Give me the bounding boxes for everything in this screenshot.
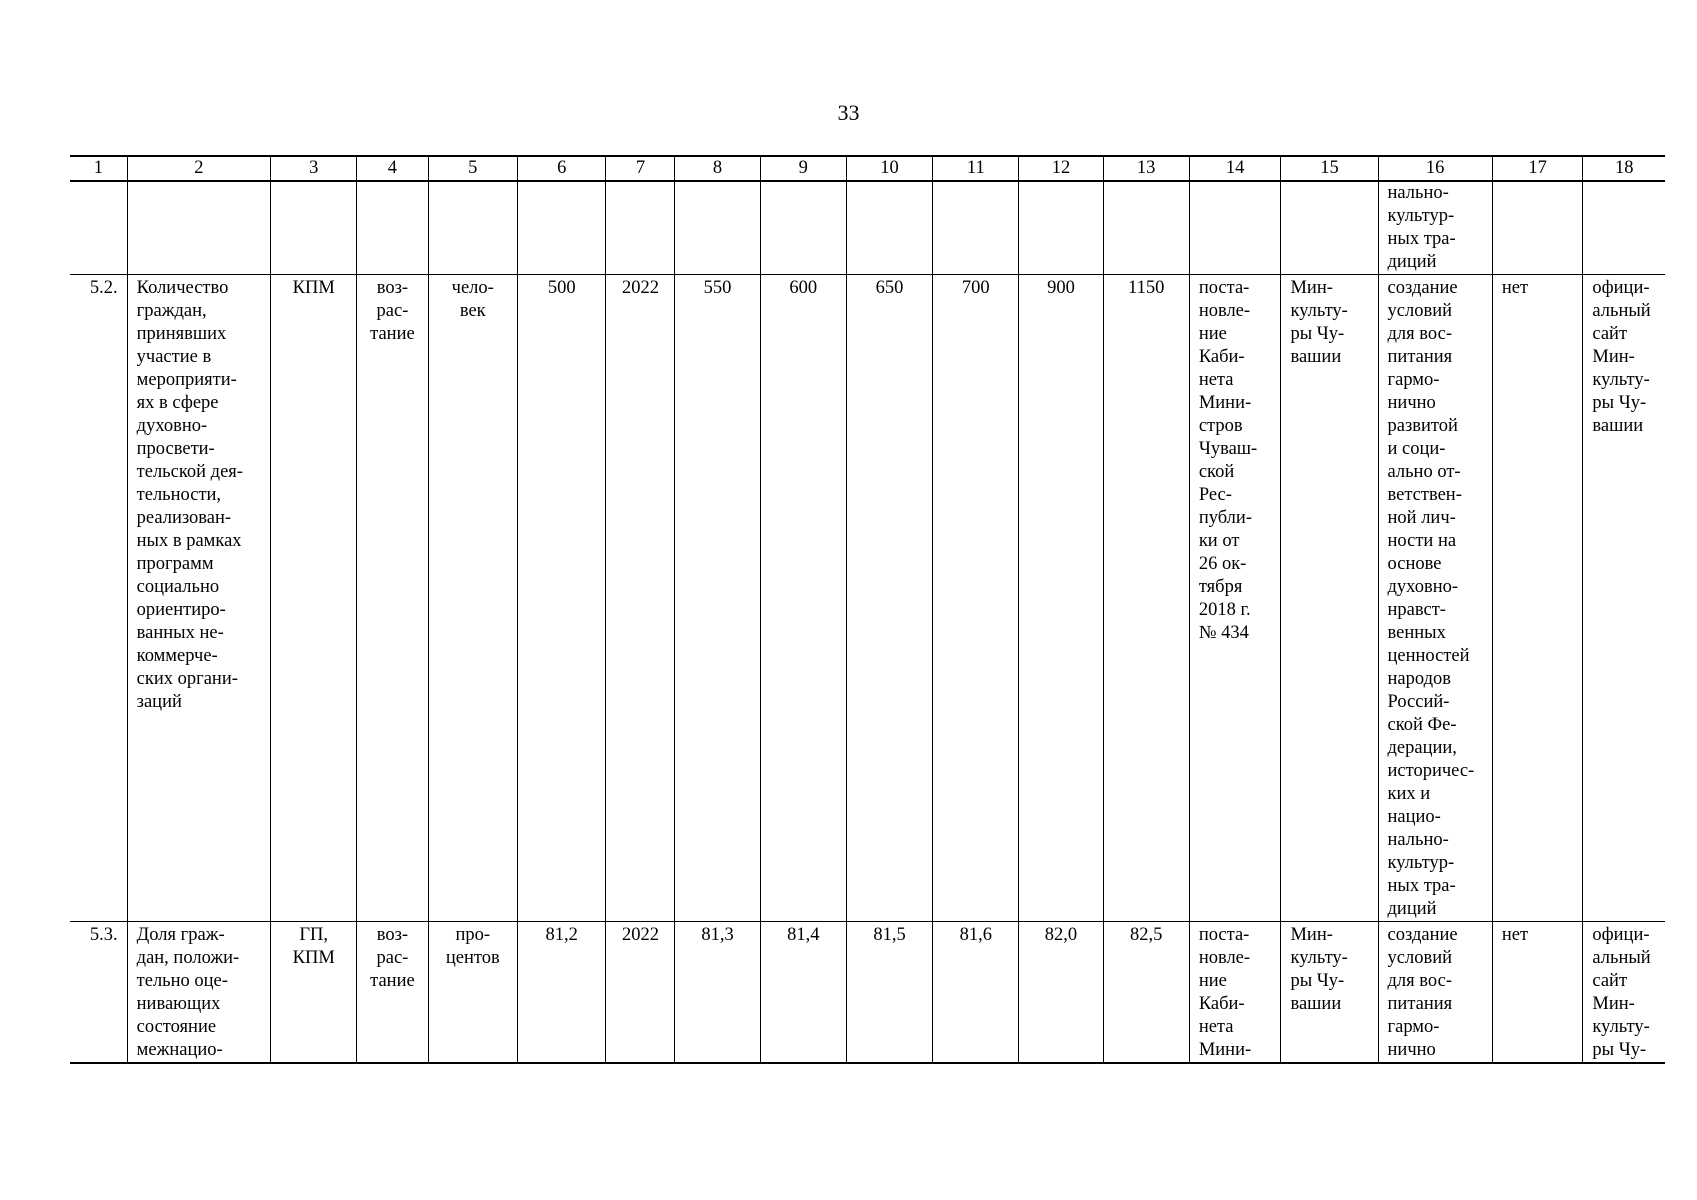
indicator-type: КПМ (271, 275, 357, 922)
col-17-value: нет (1492, 275, 1583, 922)
column-header-2: 2 (127, 156, 270, 181)
continuation-row (70, 181, 1665, 275)
column-header-11: 11 (933, 156, 1019, 181)
document-reference: поста- новле- ние Каби- нета Мини- (1189, 922, 1281, 1064)
value-col-10: 81,5 (846, 922, 932, 1064)
value-col-13: 82,5 (1103, 922, 1189, 1064)
indicator-type: ГП, КПМ (271, 922, 357, 1064)
column-header-7: 7 (606, 156, 675, 181)
col-17-value: нет (1492, 922, 1583, 1064)
value-col-12: 900 (1019, 275, 1103, 922)
value-col-9: 81,4 (760, 922, 846, 1064)
responsible-body: Мин- культу- ры Чу- вашии (1281, 922, 1378, 1064)
column-header-18: 18 (1583, 156, 1665, 181)
indicator-name: Доля граж- дан, положи- тельно оце- нивающих состояние межнацио- (127, 922, 270, 1064)
responsible-body: Мин- культу- ры Чу- вашии (1281, 275, 1378, 922)
column-header-15: 15 (1281, 156, 1378, 181)
column-header-12: 12 (1019, 156, 1103, 181)
indicator-trend: воз- рас- тание (357, 275, 428, 922)
indicator-name: Количество граждан, принявших участие в мероприяти- ях в сфере духовно- просвети- тельской дея- тельности, реализован- ных в рамках программ социально ориентиро- ванных не- коммерче- ских органи- заций (127, 275, 270, 922)
row-number: 5.2. (70, 275, 127, 922)
column-numbers-row (70, 156, 1665, 181)
continuation-goal-cell: нально- культур- ных тра- диций (1378, 181, 1492, 275)
column-header-9: 9 (760, 156, 846, 181)
indicators-table (70, 155, 1665, 1064)
column-header-1: 1 (70, 156, 127, 181)
indicator-unit: про- центов (428, 922, 518, 1064)
value-col-12: 82,0 (1019, 922, 1103, 1064)
value-col-13: 1150 (1103, 275, 1189, 922)
column-header-3: 3 (271, 156, 357, 181)
information-source: офици- альный сайт Мин- культу- ры Чу- вашии (1583, 275, 1665, 922)
value-col-9: 600 (760, 275, 846, 922)
row-number: 5.3. (70, 922, 127, 1064)
base-year: 2022 (606, 275, 675, 922)
document-reference: поста- новле- ние Каби- нета Мини- стров Чуваш- ской Рес- публи- ки от 26 ок- тября 2018 г. № 434 (1189, 275, 1281, 922)
base-value: 81,2 (518, 922, 606, 1064)
column-header-6: 6 (518, 156, 606, 181)
base-value: 500 (518, 275, 606, 922)
page-number: 33 (837, 100, 860, 125)
column-header-5: 5 (428, 156, 518, 181)
column-header-14: 14 (1189, 156, 1281, 181)
goal-description: создание условий для вос- питания гармо- нично (1378, 922, 1492, 1064)
table-row (70, 275, 1665, 922)
column-header-10: 10 (846, 156, 932, 181)
table-row (70, 922, 1665, 1064)
value-col-8: 550 (675, 275, 760, 922)
value-col-11: 81,6 (933, 922, 1019, 1064)
indicator-unit: чело- век (428, 275, 518, 922)
value-col-10: 650 (846, 275, 932, 922)
value-col-8: 81,3 (675, 922, 760, 1064)
value-col-11: 700 (933, 275, 1019, 922)
column-header-4: 4 (357, 156, 428, 181)
goal-description: создание условий для вос- питания гармо- нично развитой и соци- ально от- ветствен- ной лич- ности на основе духовно- нравст- венных ценностей народов Россий- ской Фе- дерации, историчес- ких и нацио- нально- культур- ных тра- диций (1378, 275, 1492, 922)
column-header-16: 16 (1378, 156, 1492, 181)
column-header-13: 13 (1103, 156, 1189, 181)
base-year: 2022 (606, 922, 675, 1064)
indicator-trend: воз- рас- тание (357, 922, 428, 1064)
column-header-8: 8 (675, 156, 760, 181)
column-header-17: 17 (1492, 156, 1583, 181)
information-source: офици- альный сайт Мин- культу- ры Чу- (1583, 922, 1665, 1064)
